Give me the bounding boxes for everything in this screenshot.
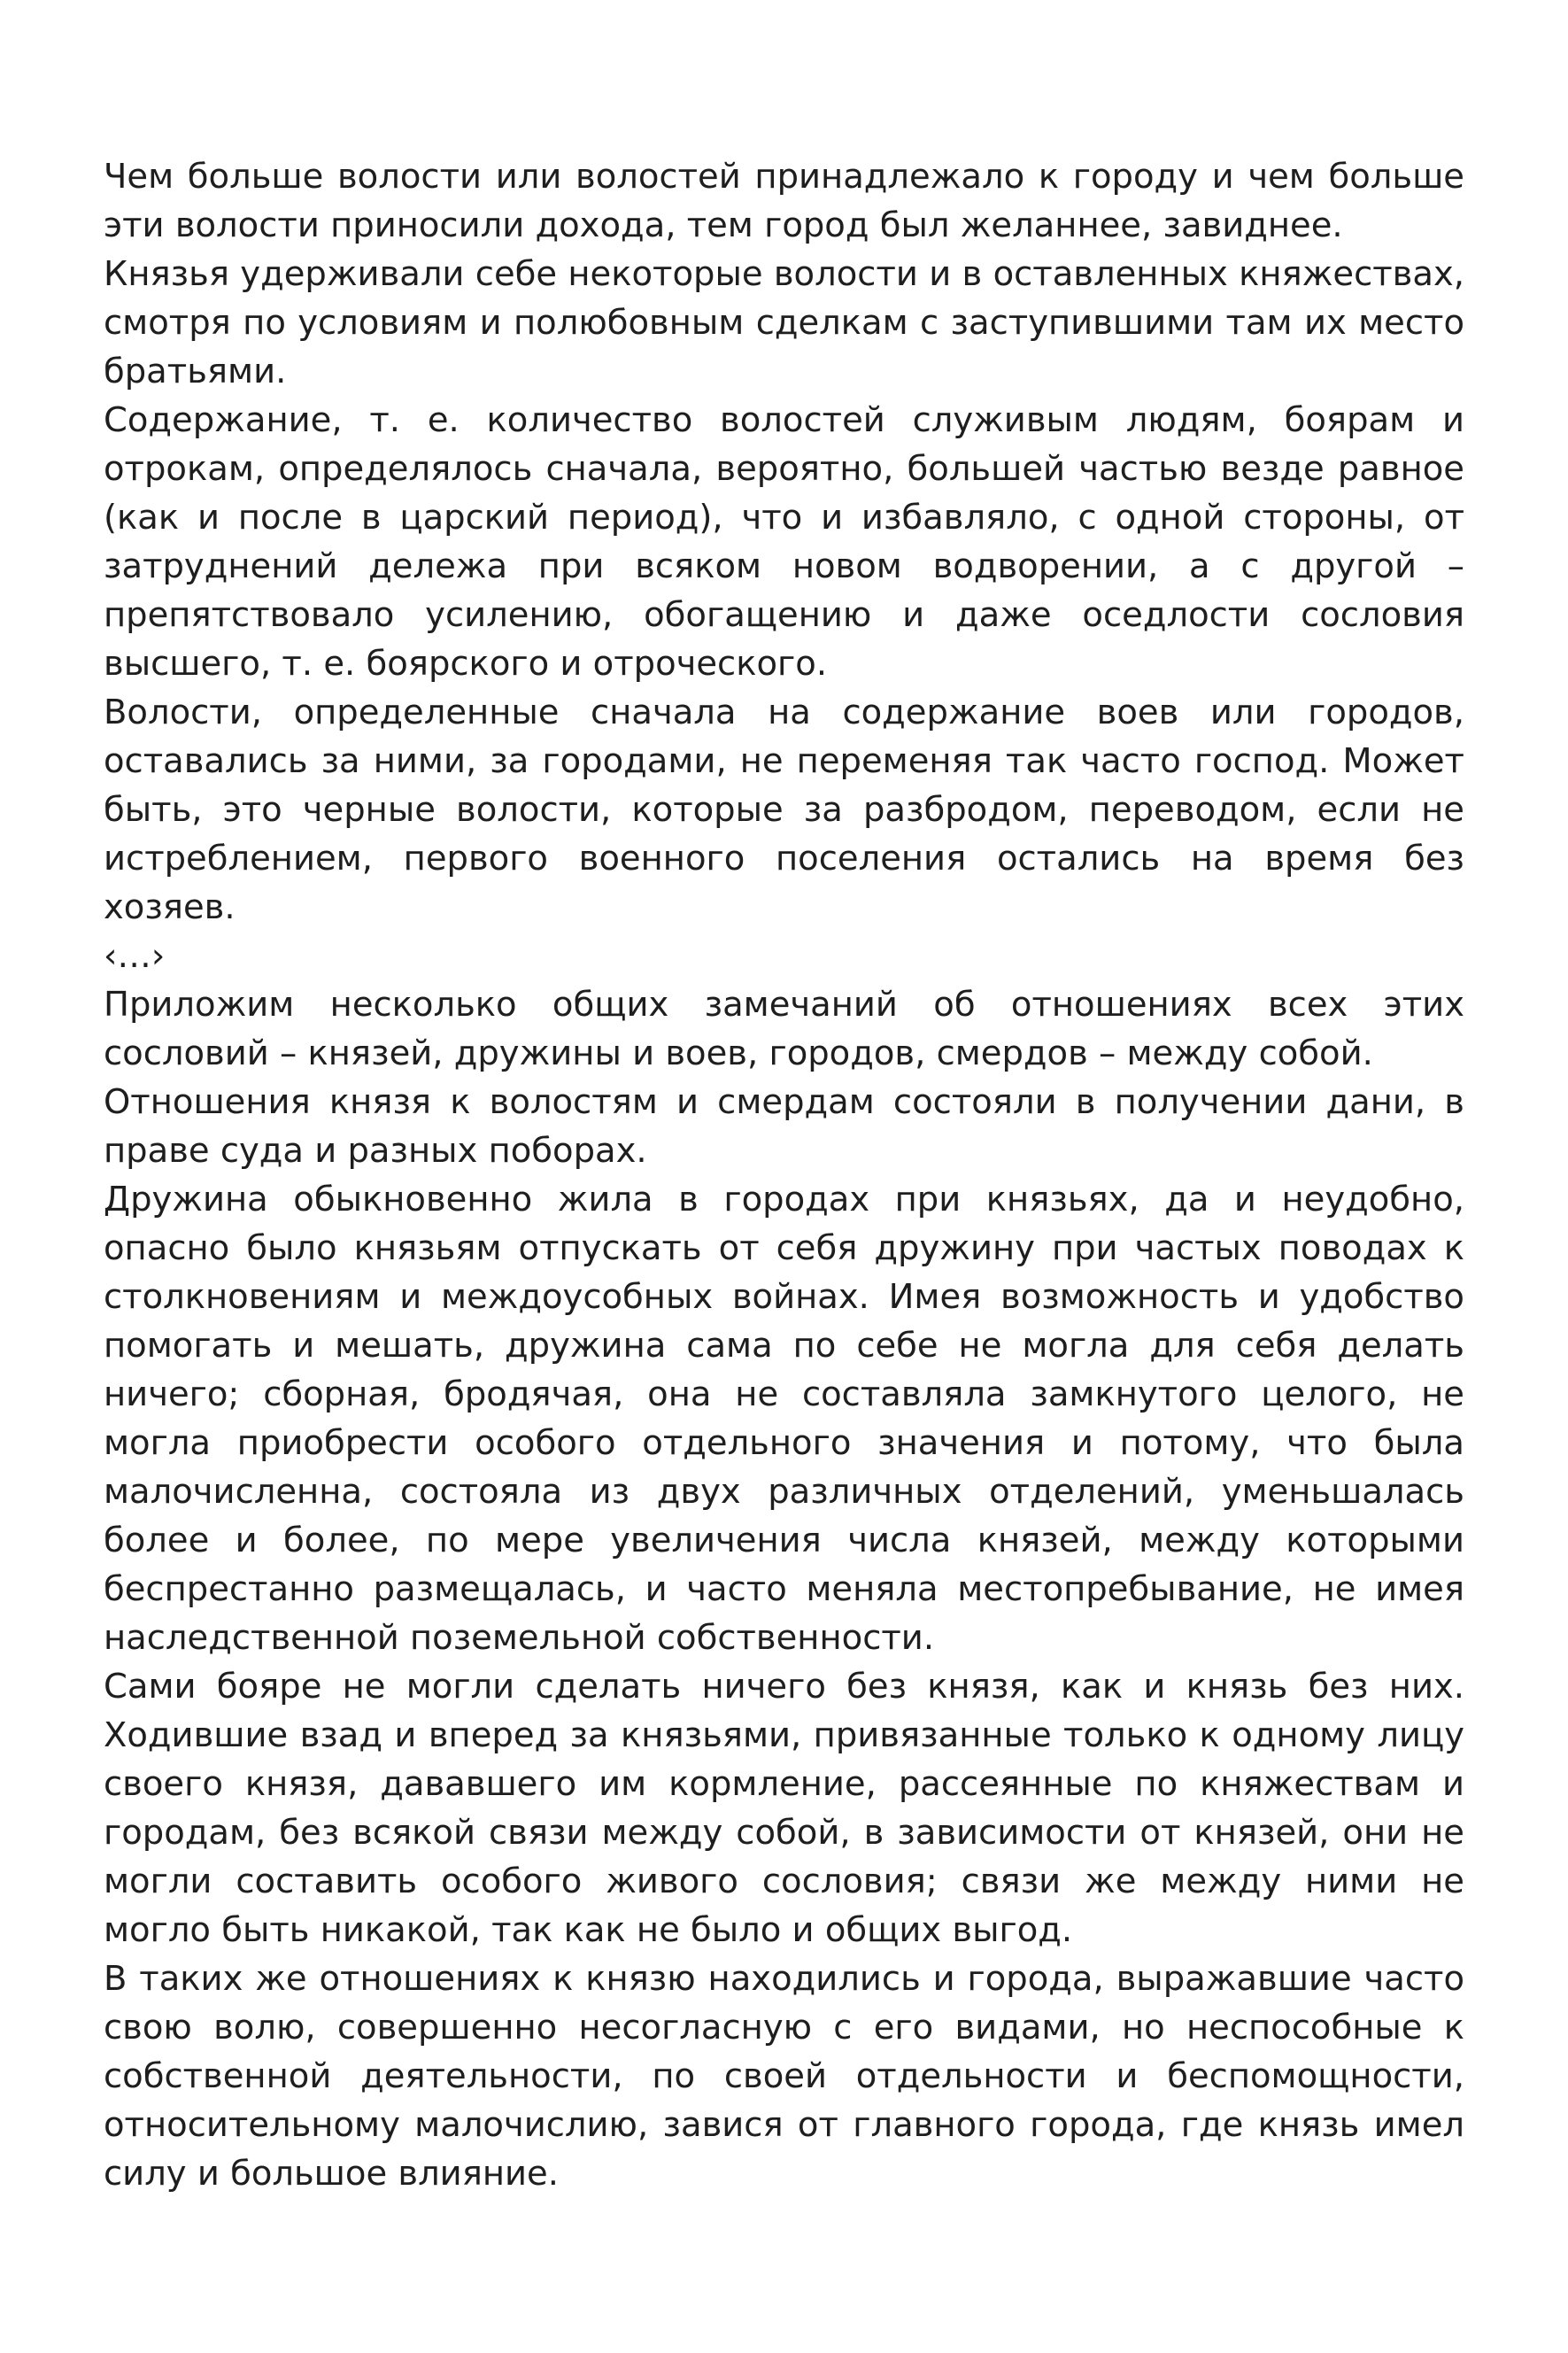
paragraph-6: Отношения князя к волостям и смердам состояли в получении дани, в праве суда и разных поборах. (104, 1082, 1464, 1171)
body-text (104, 152, 1464, 2198)
paragraph-1: Чем больше волости или волостей принадлежало к городу и чем больше эти волости приносили дохода, тем город был желаннее, завиднее. (104, 157, 1464, 245)
paragraph-5: Приложим несколько общих замечаний об отношениях всех этих сословий – князей, дружины и воев, городов, смердов – между собой. (104, 985, 1464, 1073)
paragraph-4: Волости, определенные сначала на содержание воев или городов, оставались за ними, за городами, не переменяя так часто господ. Может быть, это черные волости, которые за разбродом, переводом, если не истреблением, первого военного поселения остались на время без хозяев. (104, 693, 1464, 927)
omission-mark: ‹…› (104, 936, 166, 976)
paragraph-2: Князья удерживали себе некоторые волости и в оставленных княжествах, смотря по условиям и полюбовным сделкам с заступившими там их место братьями. (104, 254, 1464, 391)
paragraph-7: Дружина обыкновенно жила в городах при князьях, да и неудобно, опасно было князьям отпускать от себя дружину при частых поводах к столкновениям и междоусобных войнах. Имея возможность и удобство помогать и мешать, дружина сама по себе не могла для себя делать ничего; сборная, бродячая, она не составляла замкнутого целого, не могла приобрести особого отдельного значения и потому, что была малочисленна, состояла из двух различных отделений, уменьшалась более и более, по мере увеличения числа князей, между которыми беспрестанно размещалась, и часто меняла местопребывание, не имея наследственной поземельной собственности. (104, 1180, 1464, 1658)
paragraph-8: Сами бояре не могли сделать ничего без князя, как и князь без них. Ходившие взад и вперед за князьями, привязанные только к одному лицу своего князя, дававшего им кормление, рассеянные по княжествам и городам, без всякой связи между собой, в зависимости от князей, они не могли составить особого живого сословия; связи же между ними не могло быть никакой, так как не было и общих выгод. (104, 1667, 1464, 1950)
paragraph-3: Содержание, т. е. количество волостей служивым людям, боярам и отрокам, определялось сначала, вероятно, большей частью везде равное (как и после в царский период), что и избавляло, с одной стороны, от затруднений дележа при всяком новом водворении, а с другой – препятствовало усилению, обогащению и даже оседлости сословия высшего, т. е. боярского и отроческого. (104, 400, 1464, 684)
paragraph-9: В таких же отношениях к князю находились и города, выражавшие часто свою волю, совершенно несогласную с его видами, но неспособные к собственной деятельности, по своей отдельности и беспомощности, относительному малочислию, завися от главного города, где князь имел силу и большое влияние. (104, 1959, 1464, 2194)
